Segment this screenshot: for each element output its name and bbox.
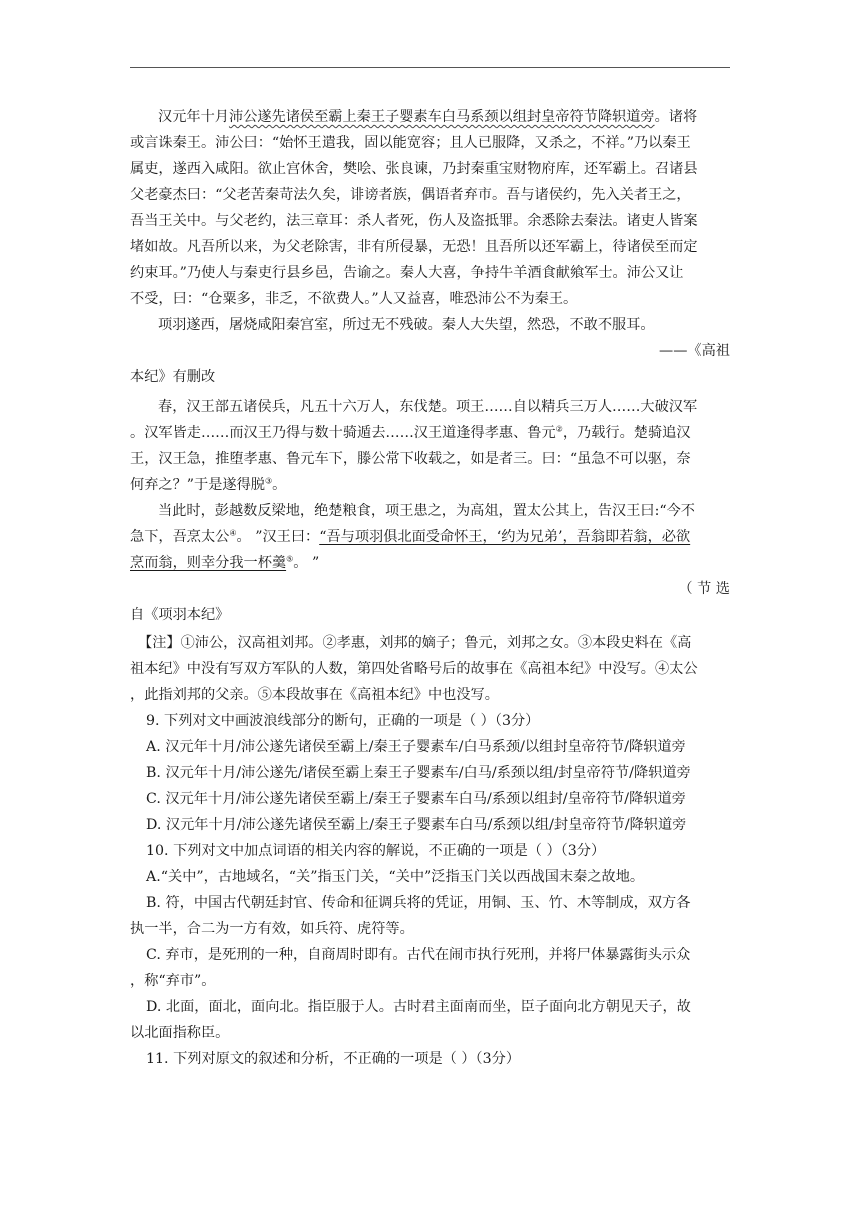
question-9-stem: 9. 下列对文中画波浪线部分的断句，正确的一项是（ ）（3分） [146, 713, 540, 729]
notes-line-1: 【注】①沛公，汉高祖刘邦。②孝惠，刘邦的嫡子；鲁元，刘邦之女。③本段史料在《高 [138, 635, 692, 651]
passage2-line-2 [130, 420, 730, 446]
question-9-option-b: B. 汉元年十月/沛公遂先/诸侯至霸上秦王子婴素车/白马/系颈以组/封皇帝符节/降轵道旁 [146, 765, 691, 781]
text-span: 。诸将 [654, 109, 698, 125]
wavy-underlined-text: 沛公遂先诸侯至霸上秦王子婴素车白马系颈以组封皇帝符节降轵道旁 [228, 109, 655, 125]
text-span: ，乃载行。楚骑追汉 [562, 425, 691, 441]
underlined-text: “吾与项羽俱北面受命怀王，‘约为兄弟’，吾翁即若翁，必欲 [319, 529, 691, 545]
source-citation-1a: ——《高祖 [659, 343, 730, 359]
underlined-text: 烹而翁，则幸分我一杯羹 [130, 555, 287, 571]
passage2-line-5: 当此时，彭越数反梁地，绝楚粮食，项王患之，为高俎，置太公其上，告汉王曰:“今不 [158, 503, 695, 519]
passage1-line-2: 或言诛秦王。沛公曰：“始怀王遣我，固以能宽容；且人已服降，又杀之，不祥。”乃以秦王 [130, 135, 691, 151]
question-10-option-b-line2: 执一半，合二为一方有效，如兵符、虎符等。 [130, 921, 414, 937]
passage1-line-5: 吾当王关中。与父老约，法三章耳：杀人者死，伤人及盗抵罪。余悉除去秦法。诸吏人皆案 [130, 213, 698, 229]
text-span: 。 ” [293, 555, 320, 571]
passage1-line-7: 约束耳。”乃使人与秦吏行县乡邑，告谕之。秦人大喜，争持牛羊酒食献飨军士。沛公又让 [130, 265, 684, 281]
text-span: 何弃之？”于是遂得脱 [130, 477, 265, 493]
footnote-marker: ⑤ [286, 554, 294, 564]
source-citation-2a: （ 节 选 [678, 581, 730, 597]
question-10-stem: 10. 下列对文中加点词语的相关内容的解说，不正确的一项是（ ）（3分） [146, 843, 606, 859]
passage1-line-8: 不受，曰：“仓粟多，非乏，不欲费人。”人又益喜，唯恐沛公不为秦王。 [130, 291, 578, 307]
text-span: 。汉军皆走……而汉王乃得与数十骑遁去……汉王道逢得孝惠、鲁元 [130, 425, 556, 441]
text-span: 急下，吾烹太公 [130, 529, 230, 545]
passage2-line-6 [130, 524, 730, 550]
header-rule [130, 67, 730, 68]
passage2-line-7 [130, 550, 730, 576]
passage1-line-9: 项羽遂西，屠烧咸阳秦宫室，所过无不残破。秦人大失望，然恐，不敢不服耳。 [158, 317, 655, 333]
text-span: 。 [272, 477, 287, 493]
text-span: 。 ”汉王曰： [236, 529, 320, 545]
passage1-line-6: 堵如故。凡吾所以来，为父老除害，非有所侵暴，无恐！且吾所以还军霸上，待诸侯至而定 [130, 239, 698, 255]
notes-line-2: 祖本纪》中没有写双方军队的人数，第四处省略号后的故事在《高祖本纪》中没写。④太公 [130, 661, 698, 677]
passage2-line-1: 春，汉王部五诸侯兵，凡五十六万人，东伐楚。项王……自以精兵三万人……大破汉军 [158, 399, 698, 415]
notes-line-3: ，此指刘邦的父亲。⑤本段故事在《高祖本纪》中也没写。 [130, 687, 499, 703]
passage1-line-1 [130, 104, 730, 130]
passage1-line-3: 属吏，遂西入咸阳。欲止宫休舍，樊哙、张良谏，乃封秦重宝财物府库，还军霸上。召诸县 [130, 161, 698, 177]
question-9-option-d: D. 汉元年十月/沛公遂先诸侯至霸上/秦王子婴素车白马/系颈以组/封皇帝符节/降轵道旁 [146, 817, 687, 833]
source-citation-2b: 自《项羽本纪》 [130, 607, 230, 623]
question-10-option-d-line2: 以北面指称臣。 [130, 1025, 230, 1041]
question-9-option-c: C. 汉元年十月/沛公遂先诸侯至霸上/秦王子婴素车白马/系颈以组封/皇帝符节/降轵道旁 [146, 791, 686, 807]
footnote-marker: ② [555, 424, 563, 434]
passage2-line-3: 王，汉王急，推堕孝惠、鲁元车下，滕公常下收载之，如是者三。曰：“虽急不可以驱，奈 [130, 451, 691, 467]
question-10-option-b-line1: B. 符，中国古代朝廷封官、传命和征调兵将的凭证，用铜、玉、竹、木等制成，双方各 [146, 895, 691, 911]
question-10-option-a: A.“关中”，古地域名，“关”指玉门关，“关中”泛指玉门关以西战国末秦之故地。 [146, 869, 645, 885]
question-9-option-a: A. 汉元年十月/沛公遂先诸侯至霸上/秦王子婴素车/白马系颈/以组封皇帝符节/降轵道旁 [146, 739, 686, 755]
question-10-option-d-line1: D. 北面，面北，面向北。指臣服于人。古时君主面南而坐，臣子面向北方朝见天子，故 [146, 999, 691, 1015]
text-span: 汉元年十月 [158, 109, 229, 125]
source-citation-1b: 本纪》有删改 [130, 369, 216, 385]
footnote-marker: ③ [264, 476, 273, 486]
passage1-line-4: 父老豪杰曰：“父老苦秦苛法久矣，诽谤者族，偶语者弃市。吾与诸侯约，先入关者王之， [130, 187, 691, 203]
question-10-option-c-line1: C. 弃市，是死刑的一种，自商周时即有。古代在闹市执行死刑，并将尸体暴露街头示众 [146, 947, 691, 963]
question-11-stem: 11. 下列对原文的叙述和分析，不正确的一项是（ ）（3分） [146, 1051, 521, 1067]
passage2-line-4 [130, 472, 730, 498]
question-10-option-c-line2: ，称“弃市”。 [130, 973, 216, 989]
footnote-marker: ④ [229, 528, 237, 538]
